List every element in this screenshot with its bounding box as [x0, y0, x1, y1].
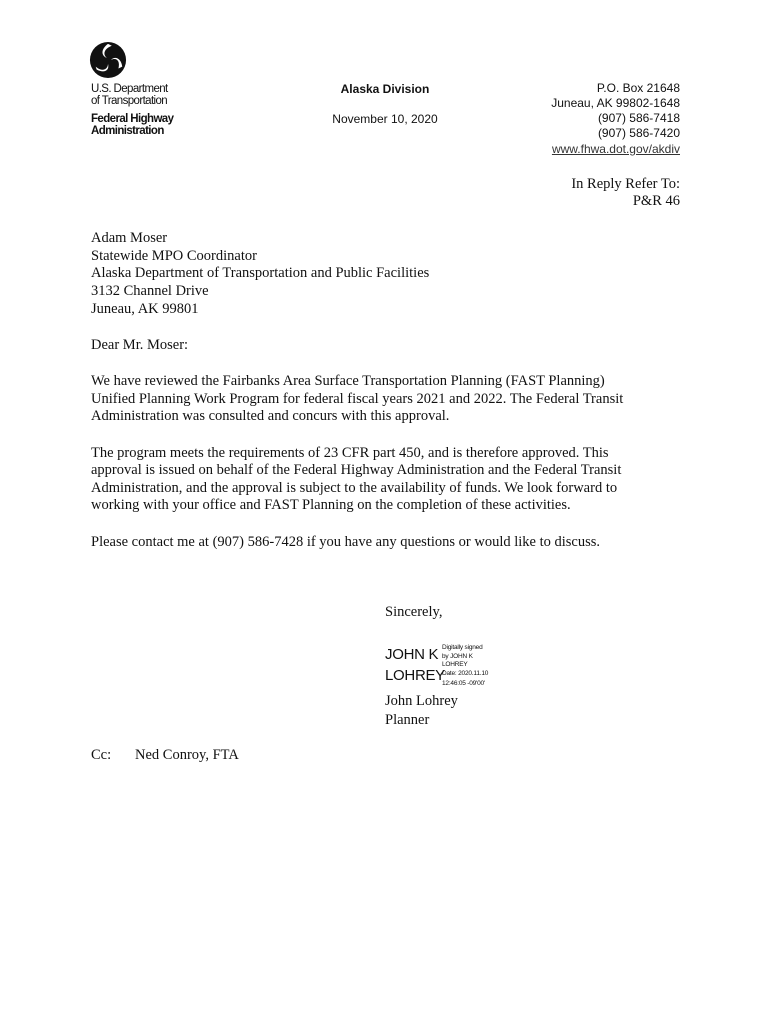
recipient-city: Juneau, AK 99801	[91, 301, 199, 317]
signer-name: John Lohrey	[385, 693, 458, 709]
paragraph-2-line: working with your office and FAST Planning on the completion of these activities.	[91, 497, 571, 513]
signer-title: Planner	[385, 712, 430, 728]
address-city: Juneau, AK 99802-1648	[551, 96, 680, 110]
digital-signature-detail: LOHREY	[442, 661, 468, 668]
digital-signature-detail: Date: 2020.11.10	[442, 670, 489, 677]
digital-signature-detail: Digitally signed	[442, 644, 483, 651]
paragraph-1-line: Administration was consulted and concurs with this approval.	[91, 408, 450, 424]
digital-signature-detail: 12:46:05 -09'00'	[442, 680, 486, 687]
department-name-line2: of Transportation	[91, 95, 168, 107]
paragraph-1-line: Unified Planning Work Program for federal fiscal years 2021 and 2022. The Federal Transit	[91, 391, 624, 407]
address-phone-1: (907) 586-7418	[597, 111, 680, 125]
paragraph-2-line: Administration, and the approval is subject to the availability of funds. We look forward to	[91, 480, 618, 496]
division-name: Alaska Division	[340, 82, 430, 96]
digital-signature-detail: by JOHN K	[442, 653, 473, 660]
paragraph-1-line: We have reviewed the Fairbanks Area Surface Transportation Planning (FAST Planning)	[91, 373, 605, 389]
recipient-street: 3132 Channel Drive	[91, 283, 209, 299]
address-po-box: P.O. Box 21648	[596, 81, 680, 95]
agency-name-line1: Federal Highway	[91, 113, 174, 125]
cc-recipient: Ned Conroy, FTA	[135, 747, 239, 763]
dot-triskelion-logo-icon	[89, 41, 127, 79]
website-link[interactable]: www.fhwa.dot.gov/akdiv	[551, 142, 680, 156]
paragraph-2-line: approval is issued on behalf of the Federal Highway Administration and the Federal Transit	[91, 462, 622, 478]
recipient-name: Adam Moser	[91, 230, 168, 246]
recipient-organization: Alaska Department of Transportation and Public Facilities	[91, 265, 430, 281]
closing: Sincerely,	[385, 604, 443, 620]
paragraph-2-line: The program meets the requirements of 23 CFR part 450, and is therefore approved. This	[91, 445, 609, 461]
recipient-title: Statewide MPO Coordinator	[91, 248, 257, 264]
reply-refer-label: In Reply Refer To:	[571, 176, 680, 192]
letter-date: November 10, 2020	[332, 112, 438, 126]
agency-name-line2: Administration	[91, 125, 164, 137]
address-phone-2: (907) 586-7420	[597, 126, 680, 140]
department-name-line1: U.S. Department	[91, 83, 168, 95]
salutation: Dear Mr. Moser:	[91, 337, 189, 353]
digital-signature-name-line1[interactable]: JOHN K	[385, 646, 439, 663]
reply-refer-code: P&R 46	[632, 193, 680, 209]
cc-label: Cc:	[91, 747, 112, 763]
paragraph-3: Please contact me at (907) 586-7428 if you have any questions or would like to discuss.	[91, 534, 601, 550]
digital-signature-name-line2[interactable]: LOHREY	[385, 667, 445, 684]
